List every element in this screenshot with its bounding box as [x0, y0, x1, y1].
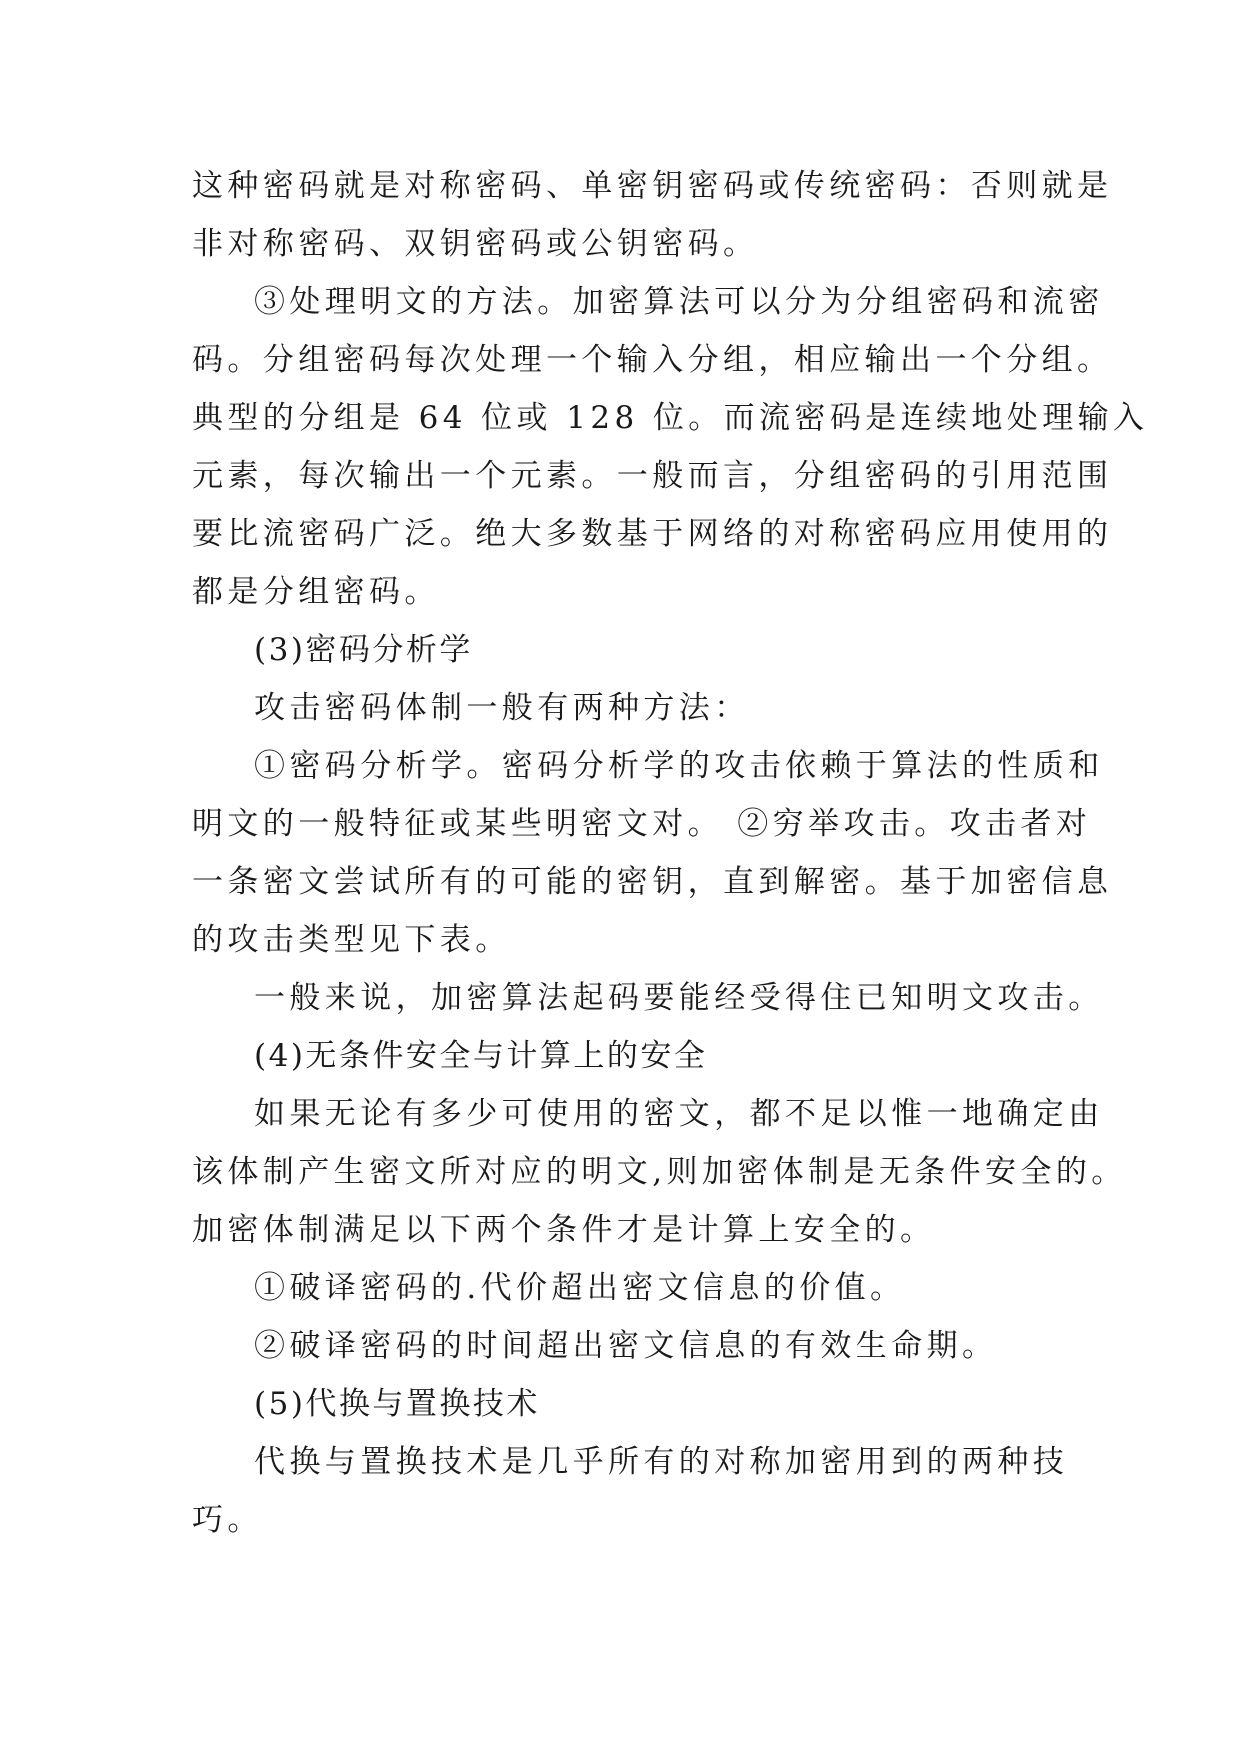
text-line: ②破译密码的时间超出密文信息的有效生命期。 — [254, 1328, 998, 1364]
text-line: 要比流密码广泛。绝大多数基于网络的对称密码应用使用的 — [192, 516, 1113, 552]
text-line: 代换与置换技术是几乎所有的对称加密用到的两种技 — [254, 1444, 1069, 1480]
text-line: 都是分组密码。 — [192, 574, 440, 610]
text-line: 这种密码就是对称密码、单密钥密码或传统密码：否则就是 — [192, 168, 1113, 204]
text-line: ①破译密码的.代价超出密文信息的价值。 — [254, 1270, 906, 1306]
section-heading: (4)无条件安全与计算上的安全 — [254, 1038, 708, 1074]
text-line: 明文的一般特征或某些明密文对。 ②穷举攻击。攻击者对 — [192, 806, 1092, 842]
text-line: 码。分组密码每次处理一个输入分组，相应输出一个分组。 — [192, 342, 1113, 378]
text-line: 一般来说，加密算法起码要能经受得住已知明文攻击。 — [254, 980, 1104, 1016]
text-line: 一条密文尝试所有的可能的密钥，直到解密。基于加密信息 — [192, 864, 1113, 900]
text-line: ③处理明文的方法。加密算法可以分为分组密码和流密 — [254, 284, 1104, 320]
section-heading: (5)代换与置换技术 — [254, 1386, 540, 1422]
text-line: 该体制产生密文所对应的明文,则加密体制是无条件安全的。 — [192, 1154, 1127, 1190]
text-line: 典型的分组是 64 位或 128 位。而流密码是连续地处理输入 — [192, 400, 1149, 436]
text-line: ①密码分析学。密码分析学的攻击依赖于算法的性质和 — [254, 748, 1104, 784]
section-heading: (3)密码分析学 — [254, 632, 473, 668]
text-line: 非对称密码、双钥密码或公钥密码。 — [192, 226, 759, 262]
text-line: 如果无论有多少可使用的密文，都不足以惟一地确定由 — [254, 1096, 1104, 1132]
text-line: 加密体制满足以下两个条件才是计算上安全的。 — [192, 1212, 936, 1248]
text-line: 元素，每次输出一个元素。一般而言，分组密码的引用范围 — [192, 458, 1113, 494]
text-line: 攻击密码体制一般有两种方法： — [254, 690, 750, 726]
text-line: 的攻击类型见下表。 — [192, 922, 511, 958]
text-line: 巧。 — [192, 1502, 263, 1538]
